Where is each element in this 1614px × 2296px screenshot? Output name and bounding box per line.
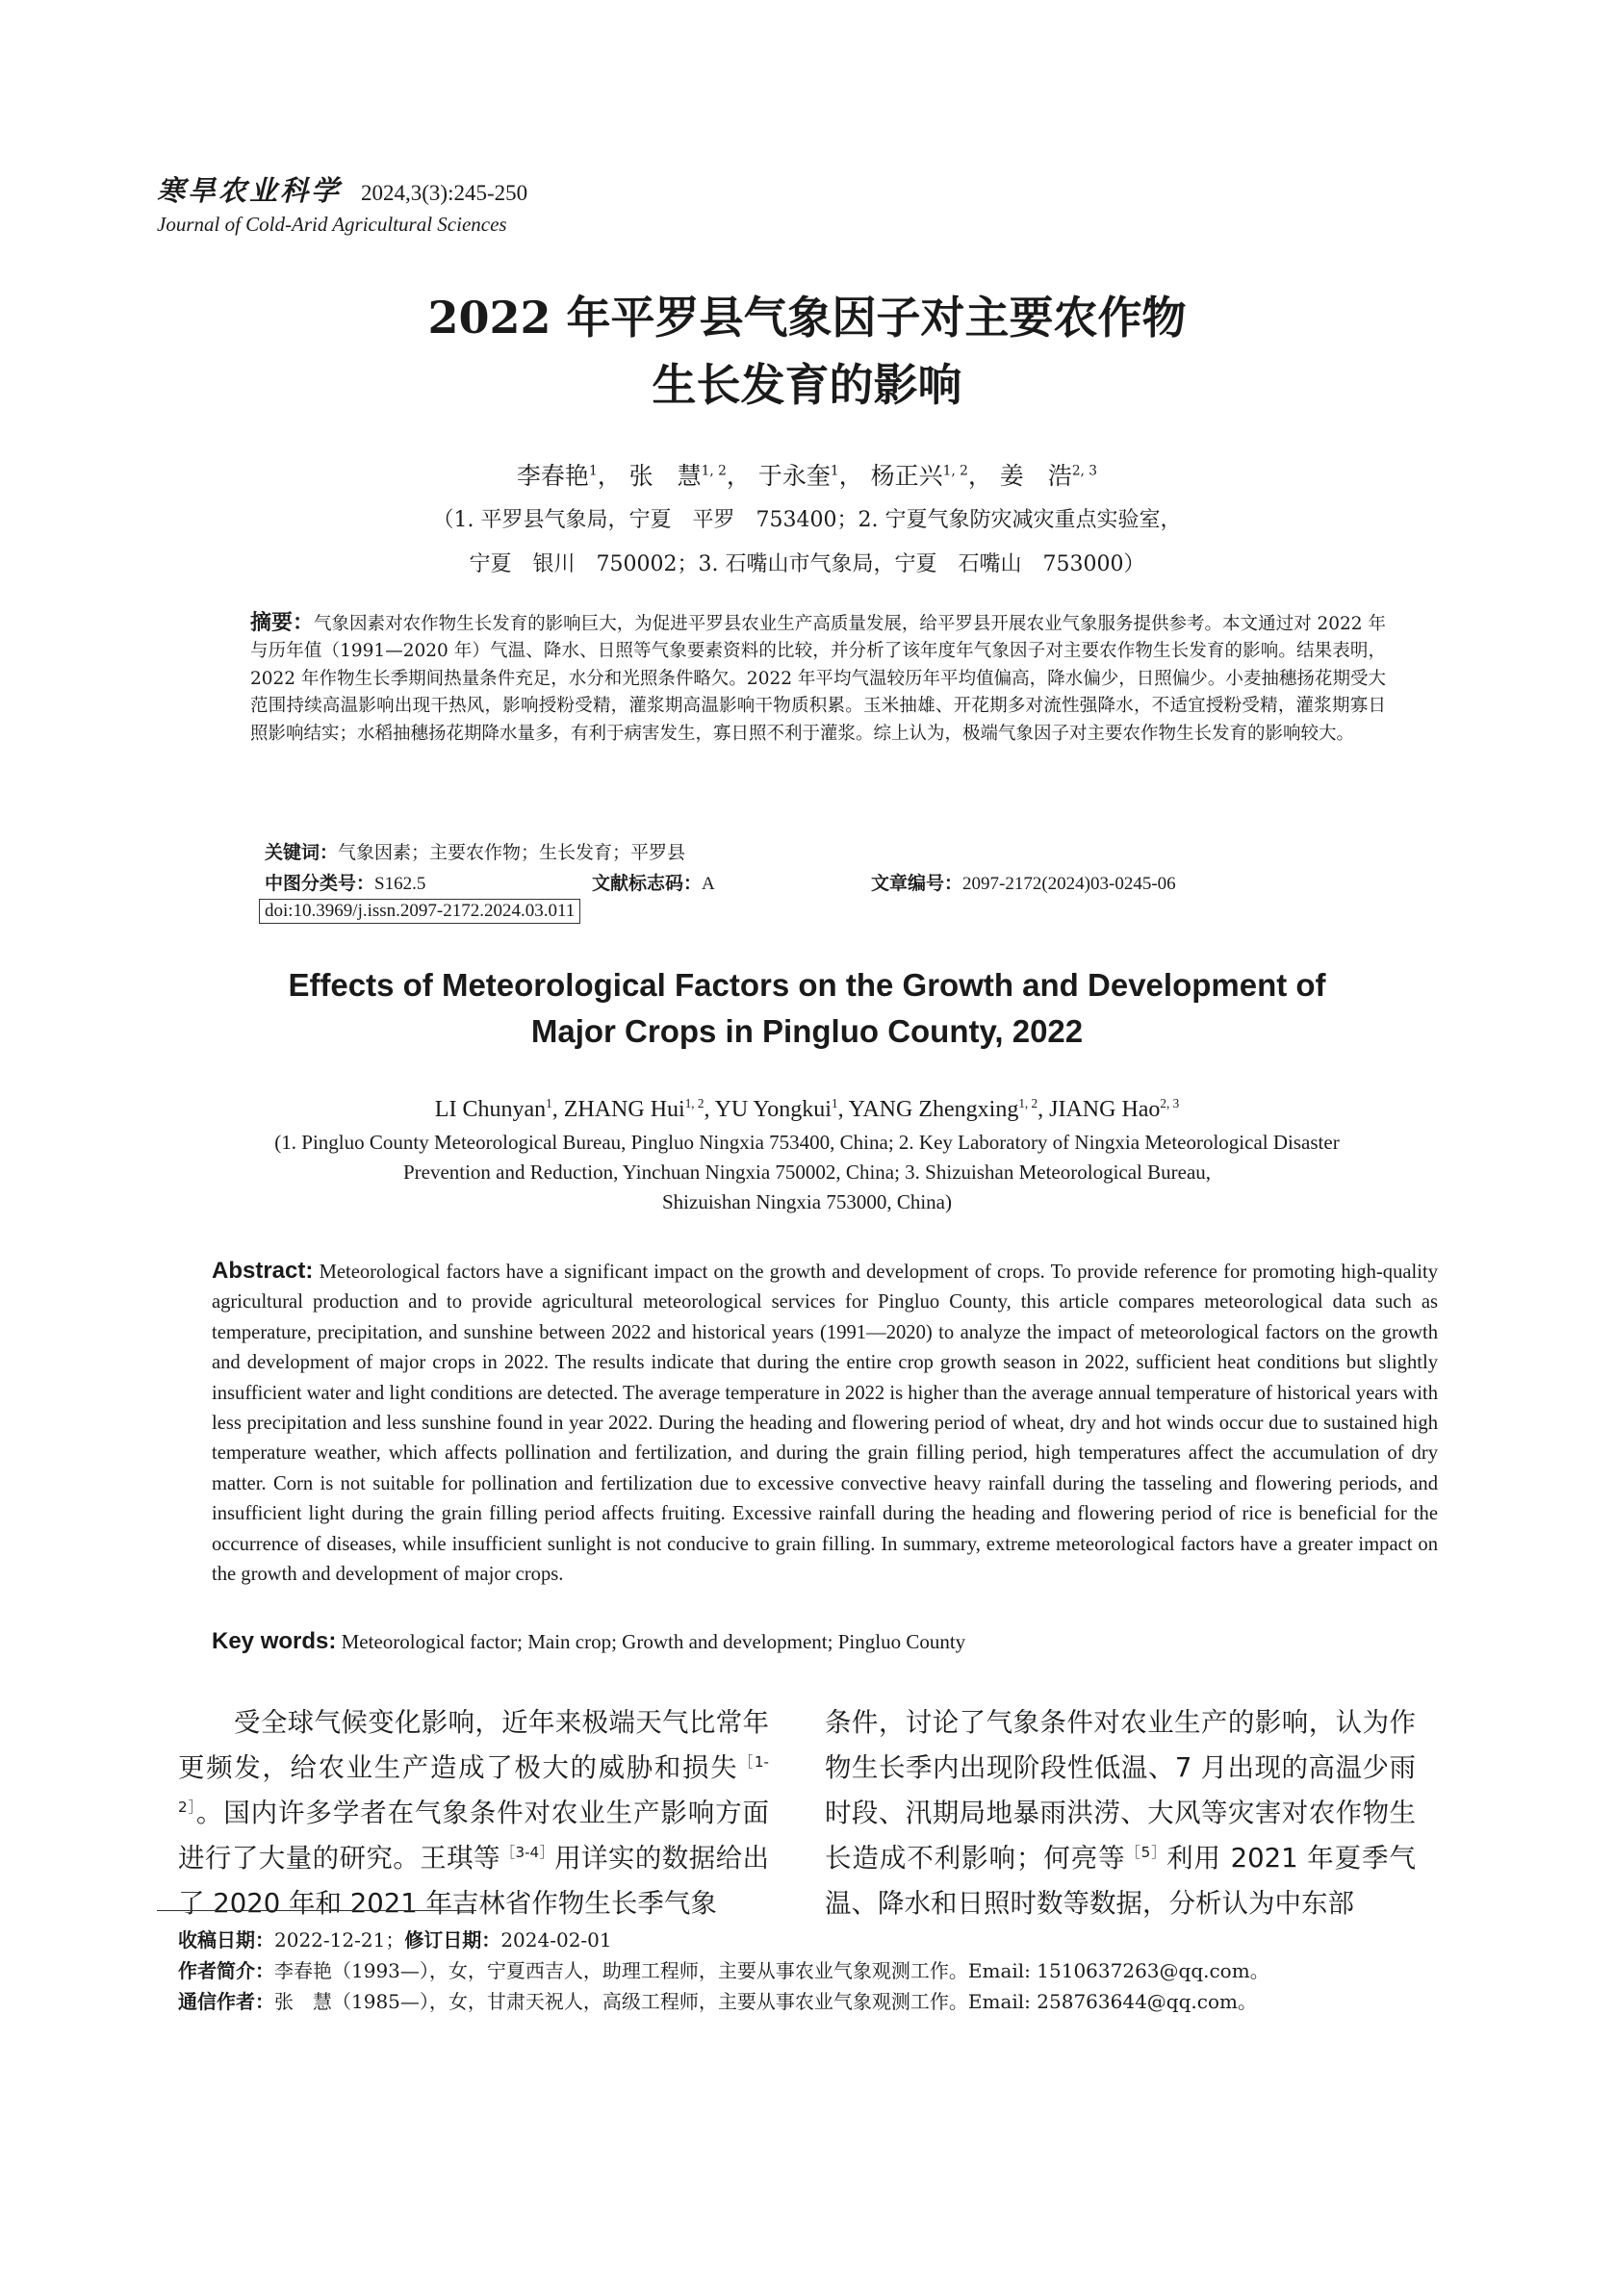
abstract-cn-text: 气象因素对农作物生长发育的影响巨大，为促进平罗县农业生产高质量发展，给平罗县开展农业气象服务提供参考。本文通过对 2022 年与历年值（1991—2020 年）气温、降水、日照等气象要素资料的比较，并分析了该年度年气象因子对主要农作物生长发育的影响。结果表明，2022 年作物生长季期间热量条件充足，水分和光照条件略欠。2022 年平均气温较历年平均值偏高，降水偏少，日照偏少。小麦抽穗扬花期受大范围持续高温影响出现干热风，影响授粉受精，灌浆期高温影响干物质积累。玉米抽雄、开花期多对流性强降水，不适宜授粉受精，灌浆期寡日照影响结实；水稻抽穗扬花期降水量多，有利于病害发生，寡日照不利于灌浆。综上认为，极端气象因子对主要农作物生长发育的影响较大。 bbox=[250, 614, 1386, 744]
footnotes bbox=[178, 1925, 1458, 2017]
title-cn bbox=[0, 284, 1614, 419]
citation[interactable]: ［5］ bbox=[1125, 1843, 1167, 1861]
body-column-left: 受全球气候变化影响，近年来极端天气比常年更频发，给农业生产造成了极大的威胁和损失$^{[1-2]}$。国内许多学者在气象条件对农业生产影响方面进行了大量的研究。王琪等$^{[3-4]}$用详实的数据给出了 2020 年和 2021 年吉林省作物生长季气象 bbox=[178, 1707, 770, 1919]
abstract-en-label: Abstract: bbox=[212, 1258, 314, 1284]
affiliations-cn bbox=[0, 498, 1614, 587]
author-en: ZHANG Hui$^{1, 2}$ bbox=[563, 1096, 705, 1122]
author-cn: 杨正兴$^{1, 2}$ bbox=[870, 462, 968, 490]
body-column-right: 条件，讨论了气象条件对农业生产的影响，认为作物生长季内出现阶段性低温、7 月出现的高温少雨时段、汛期局地暴雨洪涝、大风等灾害对农作物生长造成不利影响；何亮等$^{[5]}$利用 2021 年夏季气温、降水和日照时数等数据，分析认为中东部 bbox=[825, 1707, 1417, 1919]
affiliations-en bbox=[0, 1128, 1614, 1217]
authors-cn: 李春艳$^1$， 张 慧$^{1, 2}$， 于永奎$^1$， 杨正兴$^{1, 2}$， 姜 浩$^{2, 3}$ bbox=[516, 462, 1098, 490]
abstract-en-text: Meteorological factors have a significant impact on the growth and development of crops. To provide reference for promoting high-quality agricultural production and to provide agricultural meteorological services for Pingluo County, this article compares meteorological data such as temperature, precipitation, and sunshine between 2022 and historical years (1991—2020) to analyze the impact of meteorological factors on the growth and development of major crops in 2022. The results indicate that during the entire crop growth season in 2022, sufficient heat conditions but slightly insufficient water and light conditions are detected. The average temperature in 2022 is higher than the average annual temperature of historical years with less precipitation and less sunshine found in year 2022. During the heading and flowering period of wheat, dry and hot winds occur due to sustained high temperature weather, which affects pollination and fertilization, and during the grain filling period, high temperatures affect the accumulation of dry matter. Corn is not suitable for pollination and fertilization due to excessive convective heavy rainfall during the tasseling and flowering periods, and insufficient light during the grain filling period affects fruiting. Excessive rainfall during the heading and flowering period of rice is beneficial for the occurrence of diseases, while insufficient sunlight is not conducive to grain filling. In summary, extreme meteorological factors have a greater impact on the growth and development of major crops. bbox=[212, 1262, 1438, 1586]
keywords-cn-text: 气象因素；主要农作物；生长发育；平罗县 bbox=[338, 842, 686, 863]
keywords-en bbox=[212, 1626, 965, 1657]
affiliations-cn-line2: 宁夏 银川 750002；3. 石嘴山市气象局，宁夏 石嘴山 753000） bbox=[469, 552, 1145, 576]
author-en: YU Yongkui$^1$ bbox=[714, 1096, 838, 1122]
title-en-line1: Effects of Meteorological Factors on the Growth and Development of bbox=[288, 967, 1326, 1003]
footnote-corresponding-author: 通信作者：张 慧（1985—），女，甘肃天祝人，高级工程师，主要从事农业气象观测工作。Email: 258763644@qq.com。 bbox=[178, 1990, 1257, 2013]
abstract-en bbox=[212, 1256, 1438, 1590]
abstract-cn-label: 摘要： bbox=[250, 611, 315, 635]
authors-en: LI Chunyan$^1$, ZHANG Hui$^{1, 2}$, YU Yongkui$^1$, YANG Zhengxing$^{1, 2}$, JIANG Hao$^{2, 3}$ bbox=[434, 1096, 1180, 1122]
journal-header bbox=[157, 169, 734, 237]
citation[interactable]: ［1-2］ bbox=[178, 1752, 769, 1816]
journal-name-cn: 寒旱农业科学 bbox=[157, 174, 343, 207]
affiliations-cn-line1: （1. 平罗县气象局，宁夏 平罗 753400；2. 宁夏气象防灾减灾重点实验室， bbox=[432, 508, 1182, 532]
title-cn-line1: 2022 年平罗县气象因子对主要农作物 bbox=[427, 292, 1187, 344]
author-cn: 于永奎$^1$ bbox=[757, 462, 839, 490]
article-number: 文章编号：2097-2172(2024)03-0245-06 bbox=[871, 873, 1176, 894]
keywords-en-label: Key words: bbox=[212, 1628, 337, 1654]
document-code: 文献标志码：A bbox=[592, 873, 715, 894]
citation[interactable]: ［3-4］ bbox=[500, 1843, 555, 1861]
title-en bbox=[0, 962, 1614, 1055]
author-en: YANG Zhengxing$^{1, 2}$ bbox=[848, 1096, 1038, 1122]
affiliations-en-line2: Prevention and Reduction, Yinchuan Ningxia 750002, China; 3. Shizuishan Meteorological Bureau, bbox=[402, 1161, 1212, 1184]
affiliations-en-line3: Shizuishan Ningxia 753000, China) bbox=[662, 1190, 952, 1213]
keywords-cn bbox=[265, 838, 685, 867]
footnote-dates: 收稿日期：2022-12-21；修订日期：2024-02-01 bbox=[178, 1928, 612, 1952]
doi-box: doi:10.3969/j.issn.2097-2172.2024.03.011 bbox=[259, 899, 580, 924]
keywords-en-text: Meteorological factor; Main crop; Growth and development; Pingluo County bbox=[341, 1630, 966, 1653]
affiliations-en-line1: (1. Pingluo County Meteorological Bureau, Pingluo Ningxia 753400, China; 2. Key Laboratory of Ningxia Meteorological Disaster bbox=[274, 1131, 1340, 1154]
title-en-line2: Major Crops in Pingluo County, 2022 bbox=[530, 1013, 1084, 1049]
footnote-divider bbox=[157, 1910, 476, 1911]
keywords-cn-label: 关键词： bbox=[265, 842, 339, 863]
abstract-cn bbox=[250, 610, 1386, 748]
author-cn: 李春艳$^1$ bbox=[516, 462, 598, 490]
journal-name-en: Journal of Cold-Arid Agricultural Sciences bbox=[157, 213, 507, 236]
author-en: JIANG Hao$^{2, 3}$ bbox=[1049, 1096, 1180, 1122]
journal-volume: 2024,3(3):245-250 bbox=[361, 181, 528, 205]
author-cn: 张 慧$^{1, 2}$ bbox=[628, 462, 727, 490]
clc-number: 中图分类号：S162.5 bbox=[265, 873, 426, 894]
author-cn: 姜 浩$^{2, 3}$ bbox=[999, 462, 1098, 490]
author-en: LI Chunyan$^1$ bbox=[434, 1096, 552, 1122]
title-cn-line2: 生长发育的影响 bbox=[652, 359, 962, 411]
footnote-author-bio: 作者简介：李春艳（1993—），女，宁夏西吉人，助理工程师，主要从事农业气象观测工作。Email: 1510637263@qq.com。 bbox=[178, 1959, 1269, 1982]
